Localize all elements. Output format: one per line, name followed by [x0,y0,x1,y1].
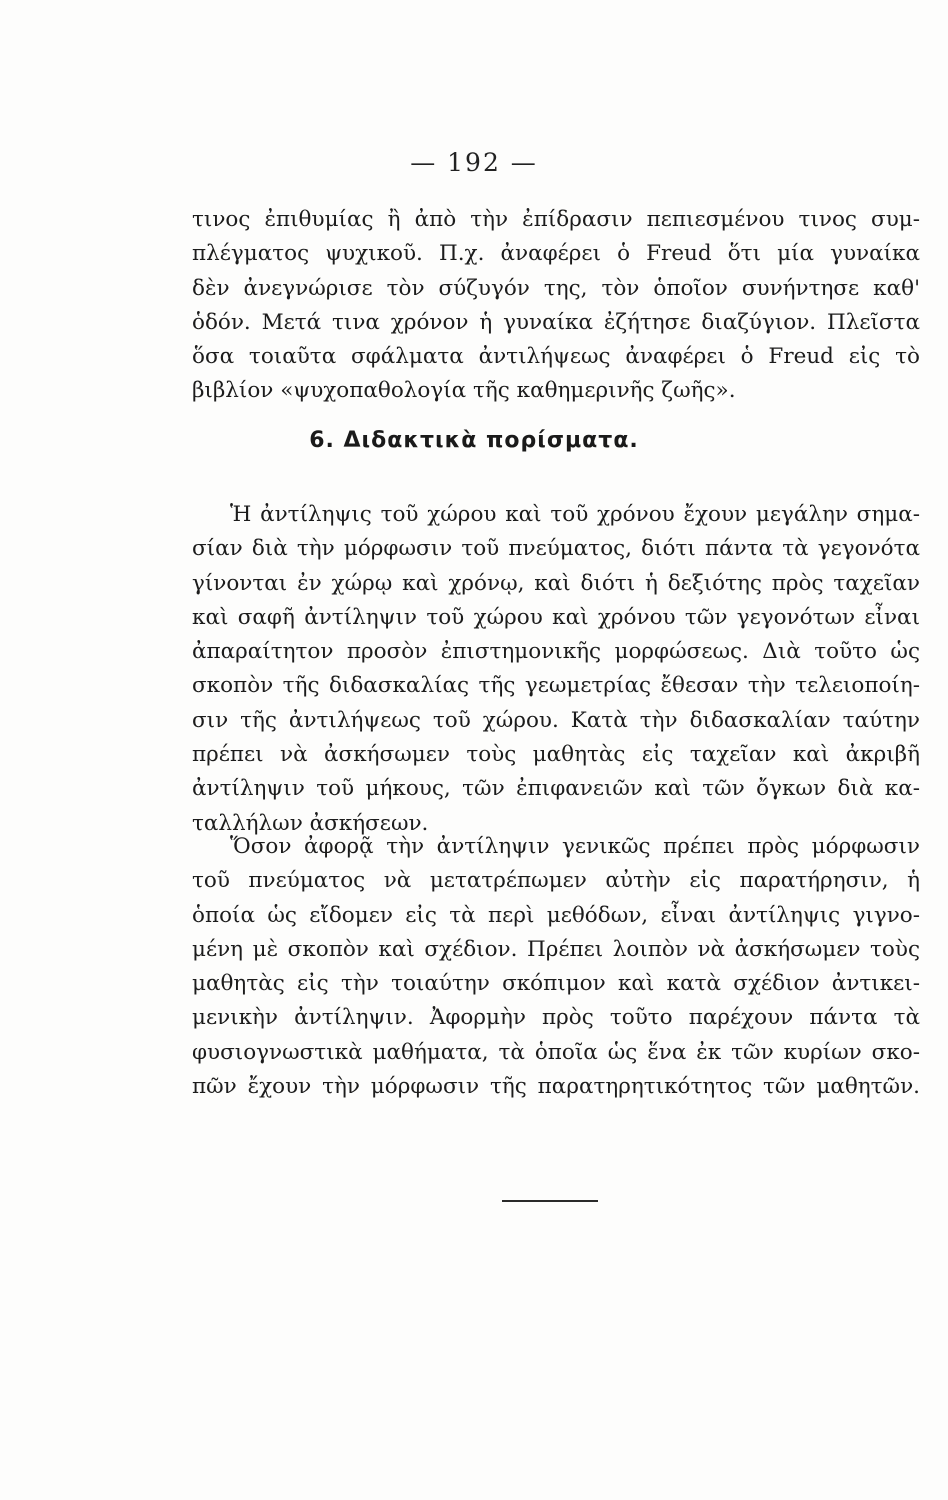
text-line: πρέπει νὰ ἀσκήσωμεν τοὺς μαθητὰς εἰς ταχεῖαν καὶ ἀκριβῆ [192,742,920,768]
paragraph-2 [192,498,920,841]
text-line: πῶν ἔχουν τὴν μόρφωσιν τῆς παρατηρητικότητος τῶν μαθητῶν. [192,1074,920,1100]
text-line: Ὅσον ἀφορᾷ τὴν ἀντίληψιν γενικῶς πρέπει πρὸς μόρφωσιν [230,834,920,859]
page-number: — 192 — [410,148,538,177]
text-line: βιβλίον «ψυχοπαθολογία τῆς καθημερινῆς ζωῆς». [192,378,736,404]
text-line: ὁποία ὡς εἴδομεν εἰς τὰ περὶ μεθόδων, εἶναι ἀντίληψις γιγνο- [192,902,920,928]
text-line: ἀπαραίτητον προσὸν ἐπιστημονικῆς μορφώσεως. Διὰ τοῦτο ὡς [192,639,920,665]
text-line: τοῦ πνεύματος νὰ μετατρέπωμεν αὐτὴν εἰς παρατήρησιν, ἡ [192,868,920,894]
text-line: μένη μὲ σκοπὸν καὶ σχέδιον. Πρέπει λοιπὸν νὰ ἀσκήσωμεν τοὺς [192,936,920,962]
text-line: τινος ἐπιθυμίας ἢ ἀπὸ τὴν ἐπίδρασιν πεπιεσμένου τινος συμ- [192,207,920,232]
text-line: γίνονται ἐν χώρῳ καὶ χρόνῳ, καὶ διότι ἡ δεξιότης πρὸς ταχεῖαν [192,570,920,596]
end-rule [502,1200,598,1202]
text-line: καὶ σαφῆ ἀντίληψιν τοῦ χώρου καὶ χρόνου τῶν γεγονότων εἶναι [192,604,920,630]
text-line: σίαν διὰ τὴν μόρφωσιν τοῦ πνεύματος, διότι πάντα τὰ γεγονότα [192,536,920,562]
text-line: Ἡ ἀντίληψις τοῦ χώρου καὶ τοῦ χρόνου ἔχουν μεγάλην σημα- [230,502,920,527]
text-line: σκοπὸν τῆς διδασκαλίας τῆς γεωμετρίας ἔθεσαν τὴν τελειοποίη- [192,673,920,699]
paragraph-1 [192,203,920,409]
text-line: φυσιογνωστικὰ μαθήματα, τὰ ὁποῖα ὡς ἕνα ἐκ τῶν κυρίων σκο- [192,1039,920,1065]
text-line: μαθητὰς εἰς τὴν τοιαύτην σκόπιμον καὶ κατὰ σχέδιον ἀντικει- [192,971,920,997]
text-line: μενικὴν ἀντίληψιν. Ἀφορμὴν πρὸς τοῦτο παρέχουν πάντα τὰ [192,1005,920,1031]
text-line: ὁδόν. Μετά τινα χρόνον ἡ γυναίκα ἐζήτησε διαζύγιον. Πλεῖστα [192,309,920,335]
text-line: πλέγματος ψυχικοῦ. Π.χ. ἀναφέρει ὁ Freud ὅτι μία γυναίκα [192,241,920,267]
text-line: ταλλήλων ἀσκήσεων. [192,810,429,836]
paragraph-3 [192,830,920,1104]
text-line: ἀντίληψιν τοῦ μήκους, τῶν ἐπιφανειῶν καὶ τῶν ὄγκων διὰ κα- [192,776,920,802]
text-line: ὅσα τοιαῦτα σφάλματα ἀντιλήψεως ἀναφέρει ὁ Freud εἰς τὸ [192,344,920,370]
text-line: σιν τῆς ἀντιλήψεως τοῦ χώρου. Κατὰ τὴν διδασκαλίαν ταύτην [192,707,920,733]
text-line: δὲν ἀνεγνώρισε τὸν σύζυγόν της, τὸν ὁποῖον συνήντησε καθ' [192,275,920,301]
section-heading: 6. Διδακτικὰ πορίσματα. [309,428,639,453]
